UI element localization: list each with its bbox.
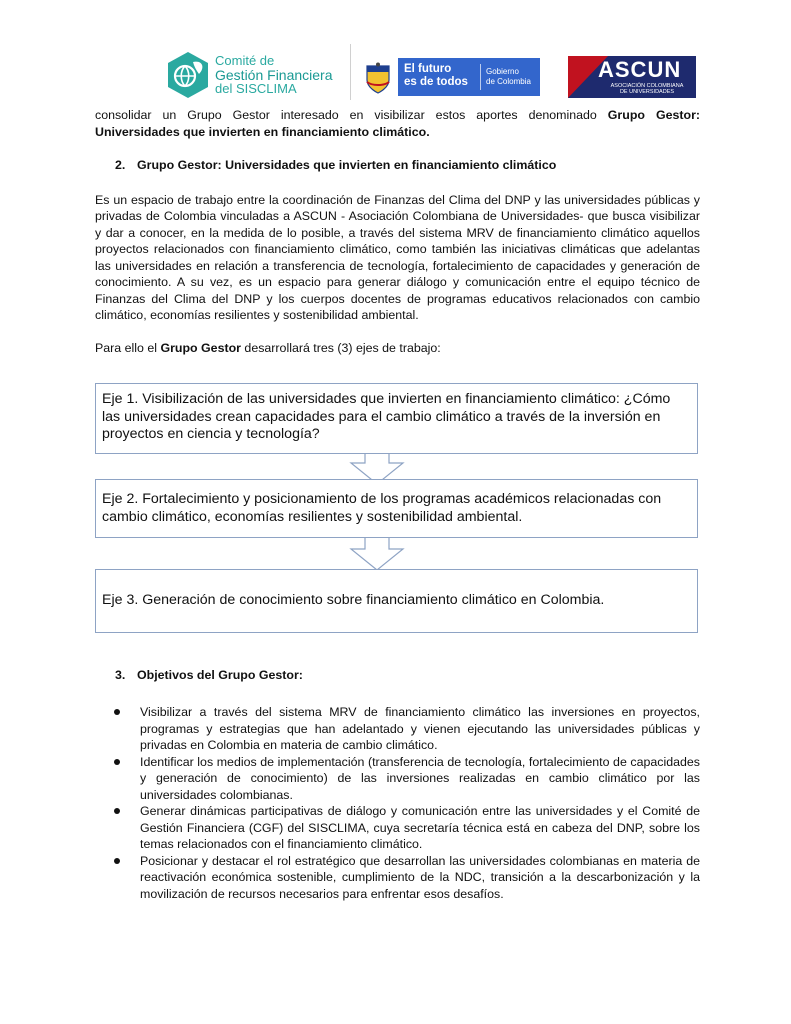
- gobierno-colombia-logo: [362, 58, 540, 96]
- header-divider: [350, 44, 351, 100]
- gov-logo-line2: es de todos: [404, 76, 468, 88]
- leaf-hexagon-icon: [163, 50, 213, 100]
- intro-text: consolidar un Grupo Gestor interesado en visibilizar estos aportes denominado: [95, 108, 608, 122]
- eje-1-box: Eje 1. Visibilización de las universidades que invierten en financiamiento climático: ¿Cómo las universidades crean capacidades para el cambio climático a través de la inversión en proyectos en ciencia y tecnología?: [95, 383, 698, 454]
- bullet-icon: [114, 759, 120, 765]
- ejes-lead-pre: Para ello el: [95, 340, 161, 355]
- section-2-heading: [95, 157, 700, 174]
- ascun-logo-name: ASCUN: [598, 57, 682, 82]
- objective-text: Visibilizar a través del sistema MRV de financiamiento climático las inversiones en proyectos, programas y estrategias que han adelantado y vienen ejecutando las universidades públicas y privadas en Colombia en materia de cambio climático.: [140, 705, 700, 752]
- intro-bold: Grupo Gestor: Universidades que invierten en financiamiento climático.: [95, 108, 701, 139]
- bullet-icon: [114, 709, 120, 715]
- objective-text: Generar dinámicas participativas de diálogo y comunicación entre las universidades y el Comité de Gestión Financiera (CGF) del SISCLIMA, cuya secretaría técnica está en cabeza del DNP, sobre los temas relacionados con el financiamiento climático.: [140, 804, 700, 851]
- ejes-lead: [95, 340, 700, 357]
- cgf-logo-line2: Gestión Financiera: [215, 67, 333, 83]
- list-item: [95, 704, 700, 754]
- ascun-logo: [568, 56, 696, 98]
- section-3: [95, 667, 700, 684]
- cgf-logo-line3: del SISCLIMA: [215, 81, 297, 96]
- section-2-paragraph: Es un espacio de trabajo entre la coordinación de Finanzas del Clima del DNP y las universidades públicas y privadas de Colombia vinculadas a ASCUN - Asociación Colombiana de Universidades- que busca visibilizar y dar a conocer, en la medida de lo posible, a través del sistema MRV de financiamiento climático aquellos proyectos relacionados con financiamiento climático, como también las iniciativas climáticas que adelantas las universidades en relación a transferencia de tecnología, fortalecimiento de capacidades y generación de conocimiento. A su vez, es un espacio para generar diálogo y comunicación entre el equipo técnico de Finanzas del Clima del DNP y los cuerpos docentes de programas educativos relacionados con cambio climático, economías resilientes y sostenibilidad ambiental.: [95, 192, 700, 322]
- objectives-list: [95, 704, 700, 902]
- ejes-lead-post: desarrollará tres (3) ejes de trabajo:: [240, 340, 441, 355]
- gov-logo-line4: de Colombia: [486, 77, 531, 86]
- gov-logo-divider: [480, 64, 481, 90]
- eje-3-box: Eje 3. Generación de conocimiento sobre financiamiento climático en Colombia.: [95, 569, 698, 633]
- eje-2-box: Eje 2. Fortalecimiento y posicionamiento de los programas académicos relacionadas con cambio climático, economías resilientes y sostenibilidad ambiental.: [95, 479, 698, 538]
- cgf-logo-line1: Comité de: [215, 53, 275, 68]
- list-item: [95, 803, 700, 853]
- gov-logo-line3: Gobierno: [486, 67, 519, 76]
- gov-logo-line1: El futuro: [404, 63, 452, 75]
- ejes-flow-diagram: [95, 383, 700, 633]
- objective-text: Posicionar y destacar el rol estratégico que desarrollan las universidades colombianas en materia de reactivación económica sostenible, cumplimiento de la NDC, transición a la descarbonización y la movilización de recursos necesarios para enfrentar esos desafíos.: [140, 853, 700, 901]
- cgf-sisclima-logo: [163, 50, 343, 102]
- section-3-heading: [95, 667, 700, 684]
- intro-paragraph: [95, 107, 700, 140]
- ejes-lead-bold: Grupo Gestor: [160, 340, 241, 355]
- ascun-logo-sub2: DE UNIVERSIDADES: [619, 89, 675, 95]
- section-2-title: Grupo Gestor: Universidades que invierten en financiamiento climático: [137, 158, 557, 172]
- ascun-logo-sub1: ASOCIACIÓN COLOMBIANA: [610, 83, 684, 89]
- bullet-icon: [114, 808, 120, 814]
- page-header: [0, 44, 791, 104]
- section-3-title: Objetivos del Grupo Gestor:: [137, 668, 303, 682]
- list-item: [95, 754, 700, 804]
- list-item: [95, 853, 700, 903]
- bullet-icon: [114, 858, 120, 864]
- section-3-number: 3.: [115, 668, 126, 682]
- objective-text: Identificar los medios de implementación (transferencia de tecnología, fortalecimiento de capacidades y generación de conocimiento) de las inversiones realizadas en cambio climático por las universidades colombianas.: [140, 754, 700, 802]
- gobierno-banner: [398, 58, 540, 96]
- coat-of-arms-icon: [364, 62, 392, 94]
- section-2-number: 2.: [115, 158, 126, 172]
- document-body: [95, 107, 700, 356]
